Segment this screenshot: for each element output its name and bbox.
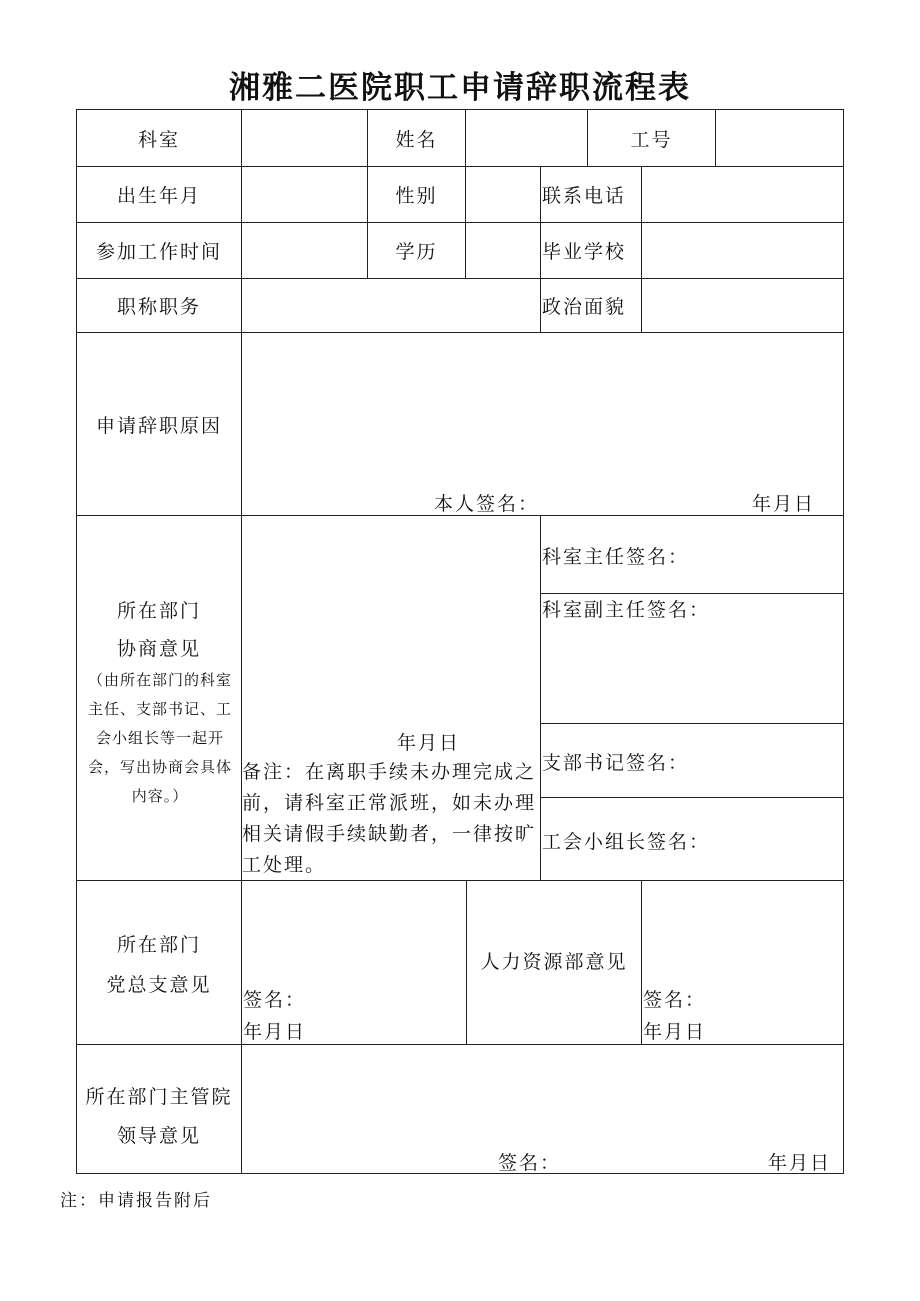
leader-sign-label: 签名： (498, 1152, 562, 1174)
label-employee-id: 工号 (587, 109, 716, 167)
label-political: 政治面貌 (540, 278, 642, 333)
director-sign-field[interactable] (540, 515, 844, 594)
party-opinion-field[interactable] (241, 880, 467, 1045)
hr-opinion-field[interactable] (641, 880, 844, 1045)
label-birth: 出生年月 (76, 166, 242, 223)
gender-field[interactable] (465, 166, 541, 223)
label-name: 姓名 (367, 109, 466, 167)
education-field[interactable] (465, 222, 541, 279)
self-sign-date: 年月日 (752, 493, 816, 515)
political-field[interactable] (641, 278, 844, 333)
party-opinion-line1: 所在部门 (116, 934, 201, 956)
dept-opinion-hint: （由所在部门的科室主任、支部书记、工会小组长等一起开会，写出协商会具体内容。） (87, 671, 232, 805)
label-school: 毕业学校 (540, 222, 642, 279)
union-sign-label: 工会小组长签名： (542, 831, 711, 853)
leader-opinion-field[interactable] (241, 1044, 844, 1174)
department-field[interactable] (241, 109, 368, 167)
self-sign-label: 本人签名： (434, 493, 540, 515)
dept-opinion-date: 年月日 (397, 732, 461, 754)
leader-opinion-line2: 领导意见 (116, 1125, 201, 1147)
party-sign-date: 年月日 (243, 1021, 307, 1043)
dept-opinion-field[interactable] (241, 515, 541, 881)
hr-sign-label: 签名： (643, 989, 707, 1011)
name-field[interactable] (465, 109, 588, 167)
label-work-start: 参加工作时间 (76, 222, 242, 279)
leader-sign-date: 年月日 (768, 1152, 832, 1174)
title-position-field[interactable] (241, 278, 541, 333)
label-party-opinion (76, 880, 242, 1045)
label-education: 学历 (367, 222, 466, 279)
label-phone: 联系电话 (540, 166, 642, 223)
label-gender: 性别 (367, 166, 466, 223)
dept-opinion-line1: 所在部门 (116, 600, 201, 622)
form-title: 湘雅二医院职工申请辞职流程表 (229, 70, 691, 106)
label-hr-opinion: 人力资源部意见 (466, 880, 642, 1045)
vice-director-sign-label: 科室副主任签名： (542, 599, 711, 621)
school-field[interactable] (641, 222, 844, 279)
birth-field[interactable] (241, 166, 368, 223)
label-title-position: 职称职务 (76, 278, 242, 333)
leader-opinion-line1: 所在部门主管院 (85, 1086, 233, 1108)
hr-sign-date: 年月日 (643, 1021, 707, 1043)
party-sign-label: 签名： (243, 989, 307, 1011)
footnote: 注：申请报告附后 (60, 1191, 212, 1211)
label-reason: 申请辞职原因 (76, 332, 242, 516)
secretary-sign-label: 支部书记签名： (542, 752, 690, 774)
remark-text: 备注：在离职手续未办理完成之前，请科室正常派班，如未办理相关请假手续缺勤者，一律按旷工处理。 (242, 761, 537, 876)
label-leader-opinion (76, 1044, 242, 1174)
party-opinion-line2: 党总支意见 (106, 974, 212, 996)
phone-field[interactable] (641, 166, 844, 223)
dept-opinion-line2: 协商意见 (116, 638, 201, 660)
employee-id-field[interactable] (715, 109, 844, 167)
label-department: 科室 (76, 109, 242, 167)
reason-field[interactable] (241, 332, 844, 516)
union-sign-field[interactable] (540, 797, 844, 881)
vice-director-sign-field[interactable] (540, 593, 844, 724)
secretary-sign-field[interactable] (540, 723, 844, 798)
label-dept-opinion (76, 515, 242, 881)
director-sign-label: 科室主任签名： (542, 546, 690, 568)
work-start-field[interactable] (241, 222, 368, 279)
